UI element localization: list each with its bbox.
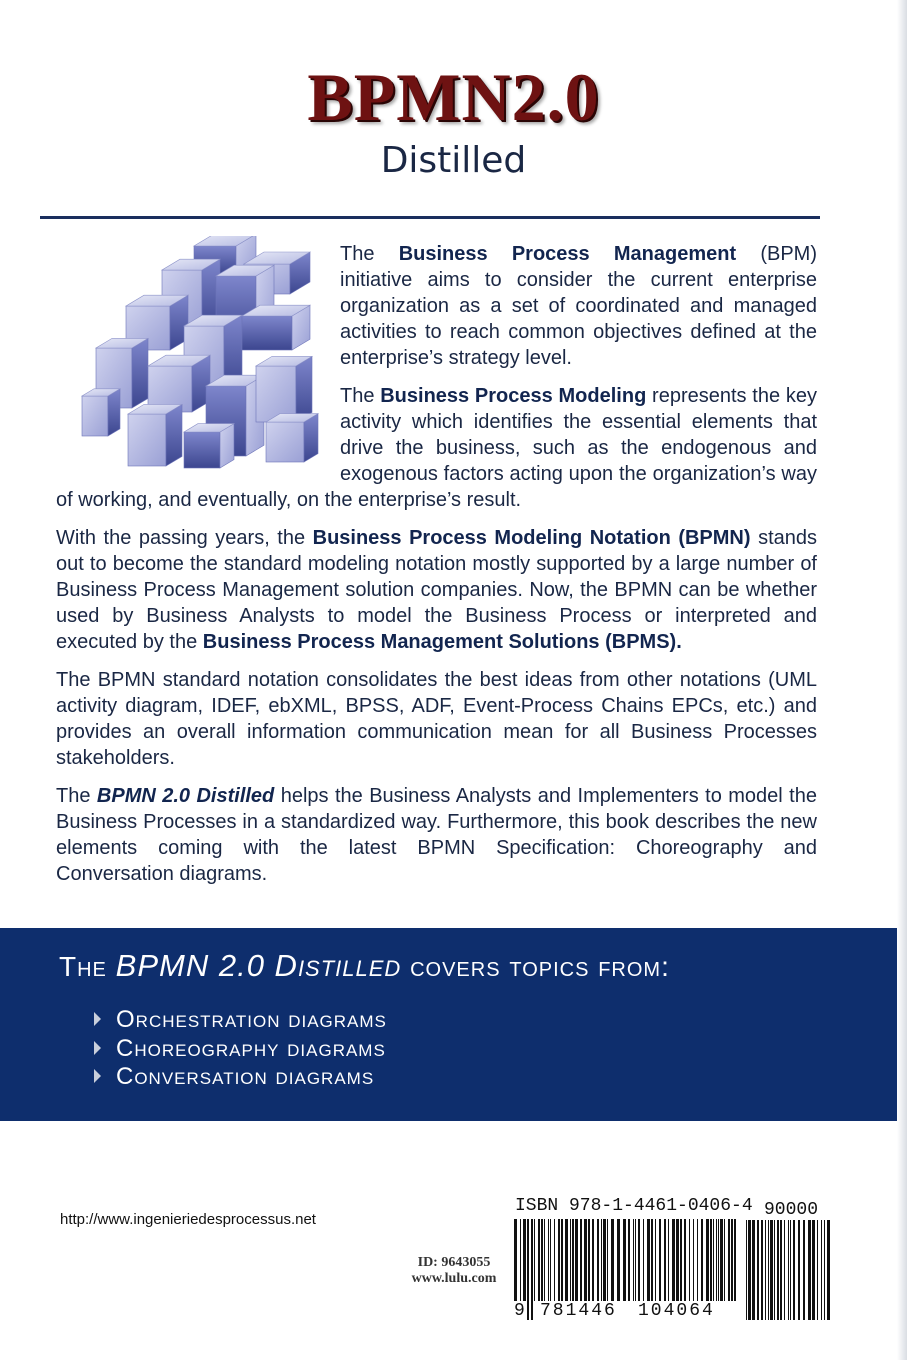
barcode-bar — [774, 1220, 775, 1320]
barcode-bar — [761, 1220, 763, 1320]
price-barcode-bars-icon — [746, 1220, 830, 1320]
barcode-bar — [746, 1220, 747, 1320]
website-url: http://www.ingenieriedesprocessus.net — [60, 1211, 316, 1228]
barcode-bar — [817, 1220, 818, 1320]
book-title: BPMN2.0 — [307, 59, 600, 135]
paragraph-distilled: The BPMN 2.0 Distilled helps the Business Analysts and Implementers to model the Business Processes in a standardized way. Furthermore, this book describes the new elements coming with the latest BPMN Specification: Choreography and Conversation diagrams. — [56, 785, 817, 885]
barcode-bar — [784, 1220, 785, 1320]
barcode-bar — [757, 1220, 759, 1320]
barcode-bar — [748, 1220, 751, 1320]
page-edge-shadow — [897, 0, 907, 1360]
paragraph-notation: The BPMN standard notation consolidates the best ideas from other notations (UML activity diagram, IDEF, ebXML, BPSS, ADF, Event-Process Chains EPCs, etc.) and provides an overall information communication mean for all Business Processes stakeholders. — [56, 669, 817, 769]
paragraph-modeling: The Business Process Modeling represents the key activity which identifies the essential elements that drive the business, such as the endogenous and exogenous factors acting upon the organization’s way of working, and eventually, on the enterprise’s result. — [56, 385, 817, 511]
barcode-bar — [812, 1220, 815, 1320]
barcode-bar — [803, 1220, 805, 1320]
paragraph-bpmn: With the passing years, the Business Process Modeling Notation (BPMN) stands out to become the standard modeling notation mostly supported by a large number of Business Process Management solution companies. Now, the BPMN can be whether used by Business Analysts to model the Business Process or interpreted and executed by the Business Process Management Solutions (BPMS). — [56, 527, 817, 653]
barcode-right-digits: 104064 — [638, 1301, 715, 1321]
topics-band — [0, 928, 897, 1121]
barcode-bar — [788, 1220, 789, 1320]
barcode-bar — [790, 1220, 791, 1320]
back-cover-text — [56, 241, 817, 899]
topic-item: Conversation diagrams — [94, 1063, 387, 1092]
isbn-barcode — [510, 1195, 840, 1330]
bullet-arrow-icon — [94, 1041, 101, 1055]
barcode-bar — [752, 1220, 755, 1320]
topic-item: Orchestration diagrams — [94, 1006, 387, 1035]
barcode-bar — [821, 1220, 822, 1320]
logo-wrap-space — [56, 241, 340, 469]
topic-item: Choreography diagrams — [94, 1035, 387, 1064]
isbn-number: ISBN 978-1-4461-0406-4 — [515, 1196, 753, 1216]
barcode-bar — [768, 1220, 769, 1320]
barcode-bar — [527, 1219, 529, 1320]
book-subtitle: Distilled — [380, 140, 527, 181]
bullet-arrow-icon — [94, 1069, 101, 1083]
lulu-id-block — [393, 1255, 515, 1287]
barcode-bar — [770, 1220, 773, 1320]
barcode-bar — [827, 1220, 830, 1320]
lulu-site: www.lulu.com — [411, 1271, 497, 1286]
barcode-bar — [793, 1220, 795, 1320]
barcode-left-digits: 781446 — [540, 1301, 617, 1321]
barcode-bar — [798, 1220, 800, 1320]
barcode-bar — [777, 1220, 779, 1320]
lulu-id: ID: 9643055 — [417, 1255, 491, 1270]
paragraph-bpm: The Business Process Management (BPM) initiative aims to consider the current enterprise organization as a set of coordinated and managed activities to reach common objectives defined at the enterprise’s strategy level. — [340, 243, 817, 369]
title-divider — [40, 216, 820, 219]
topics-list — [94, 1006, 387, 1092]
topics-heading: The BPMN 2.0 Distilled covers topics from: — [59, 948, 670, 983]
barcode-bar — [808, 1220, 811, 1320]
barcode-bar — [780, 1220, 782, 1320]
barcode-bar — [824, 1220, 825, 1320]
price-code: 90000 — [760, 1200, 822, 1220]
bullet-arrow-icon — [94, 1012, 101, 1026]
barcode-lead-digit: 9 — [514, 1301, 525, 1321]
barcode-bar — [765, 1220, 766, 1320]
barcode-bar — [531, 1219, 533, 1320]
